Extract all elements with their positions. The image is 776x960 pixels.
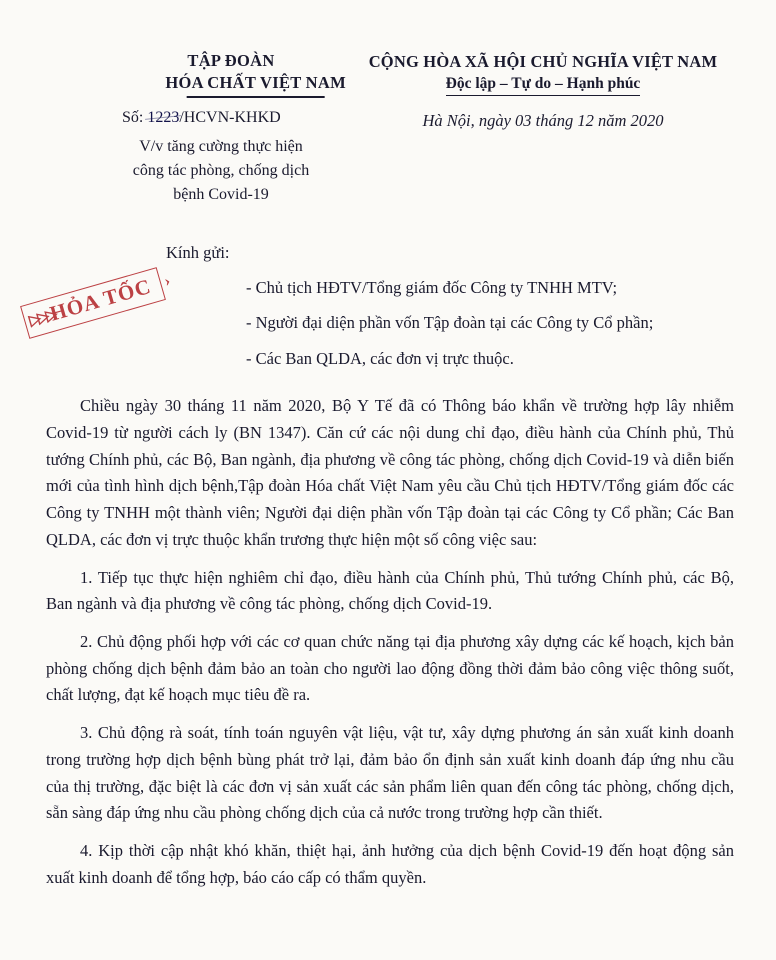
stamp-label: HỎA TỐC <box>47 273 154 326</box>
subject-line-3: bệnh Covid-19 <box>173 185 269 203</box>
recipient-item: - Chủ tịch HĐTV/Tổng giám đốc Công ty TNHH MTV; <box>246 277 618 297</box>
body-paragraph: 1. Tiếp tục thực hiện nghiêm chỉ đạo, điều hành của Chính phủ, Thủ tướng Chính phủ, các Bộ, Ban ngành và địa phương về công tác phòng, chống dịch Covid-19. <box>46 567 734 614</box>
body-paragraph: 2. Chủ động phối hợp với các cơ quan chức năng tại địa phương xây dựng các kế hoạch, kịch bản phòng chống dịch bệnh đảm bảo an toàn cho người lao động đồng thời đảm bảo công việc thông suốt, chất lượng, đạt kế hoạch mục tiêu đề ra. <box>46 631 734 705</box>
recipient-item: - Các Ban QLDA, các đơn vị trực thuộc. <box>246 348 514 368</box>
document-header <box>46 28 740 207</box>
organization-line-1: TẬP ĐOÀN <box>187 51 275 70</box>
document-number-prefix: Số: <box>122 108 144 126</box>
body-paragraph: 4. Kịp thời cập nhật khó khăn, thiệt hại, ảnh hưởng của dịch bệnh Covid-19 đến hoạt động sản xuất kinh doanh để tổng hợp, báo cáo cấp có thẩm quyền. <box>46 841 734 887</box>
recipients-title: Kính gửi: <box>166 242 230 262</box>
document-subject <box>116 135 346 207</box>
document-body <box>46 393 740 891</box>
subject-line-1: V/v tăng cường thực hiện <box>139 137 303 155</box>
place-and-date: Hà Nội, ngày 03 tháng 12 năm 2020 <box>422 111 664 131</box>
body-paragraph: 3. Chủ động rà soát, tính toán nguyên vật liệu, vật tư, xây dựng phương án sản xuất kinh doanh trong trường hợp dịch bệnh bùng phát trở lại, đảm bảo ổn định sản xuất kinh doanh đáp ứng nhu cầu của thị trường, đặc biệt là các đơn vị sản xuất các sản phẩm liên quan đến công tác phòng, chống dịch, sẵn sàng đáp ứng nhu cầu phòng chống dịch của cả nước trong trường hợp cần thiết. <box>46 723 734 823</box>
document-number-suffix: /HCVN-KHKD <box>179 108 281 126</box>
national-heading-block <box>346 28 740 131</box>
organization-line-2: HÓA CHẤT VIỆT NAM <box>165 72 346 96</box>
stamp-arrows-icon: ▷▷▷ <box>27 306 57 330</box>
subject-line-2: công tác phòng, chống dịch <box>132 161 310 179</box>
document-number-value: 1223 <box>147 108 180 126</box>
recipients-block <box>46 243 740 372</box>
issuing-organization-block <box>46 28 346 207</box>
document-number <box>116 109 346 127</box>
national-motto: Độc lập – Tự do – Hạnh phúc <box>446 75 641 95</box>
body-paragraph: Chiều ngày 30 tháng 11 năm 2020, Bộ Y Tế đã có Thông báo khẩn về trường hợp lây nhiễm Covid-19 từ người cách ly (BN 1347). Căn cứ các nội dung chỉ đạo, điều hành của Chính phủ, Thủ tướng Chính phủ, các Bộ, Ban ngành, địa phương về công tác phòng, chống dịch Covid-19 và diễn biến mới của tình hình dịch bệnh,Tập đoàn Hóa chất Việt Nam yêu cầu Chủ tịch HĐTV/Tổng giám đốc các Công ty TNHH một thành viên; Người đại diện phần vốn Tập đoàn tại các Công ty Cổ phần; Các Ban QLDA, các đơn vị trực thuộc khẩn trương thực hiện một số công việc sau: <box>46 396 734 549</box>
national-title: CỘNG HÒA XÃ HỘI CHỦ NGHĨA VIỆT NAM <box>368 52 718 71</box>
recipient-item: - Người đại diện phần vốn Tập đoàn tại các Công ty Cổ phần; <box>246 313 654 333</box>
stamp-arrow-tail-icon: › <box>162 272 174 291</box>
